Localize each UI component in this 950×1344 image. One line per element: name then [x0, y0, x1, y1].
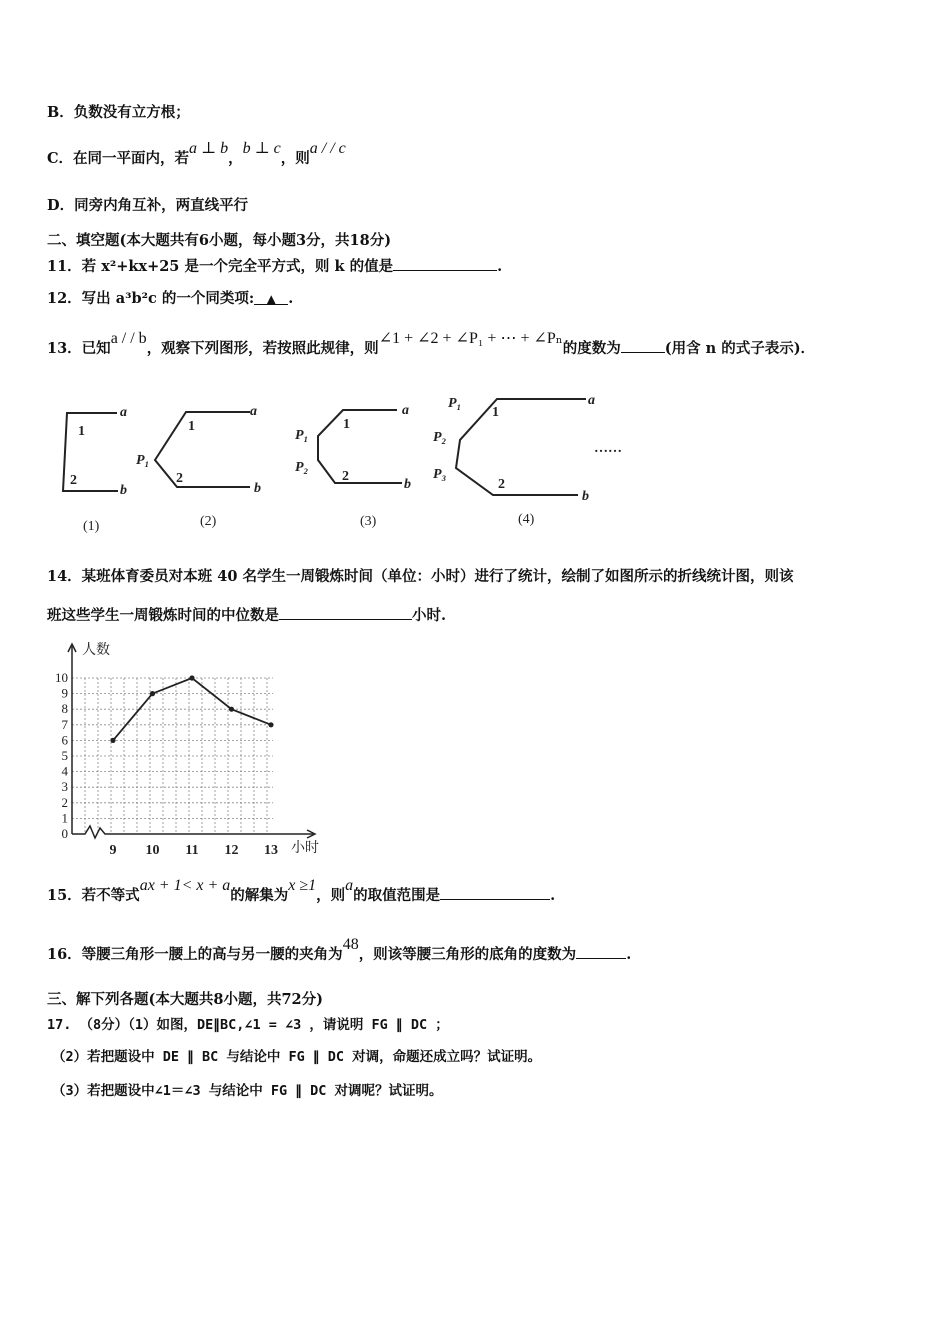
question-16: 16．等腰三角形一腰上的高与另一腰的夹角为48，则该等腰三角形的底角的度数为 .	[47, 936, 632, 963]
y-tick-label: 6	[61, 732, 68, 748]
x-axis	[72, 826, 313, 838]
data-point	[110, 738, 115, 743]
fig4-caption: (4)	[518, 512, 535, 527]
x-tick-label: 11	[185, 843, 199, 858]
y-tick-label: 8	[61, 701, 68, 717]
section2-heading: 二、填空题(本大题共有6小题，每小题3分，共18分)	[47, 232, 392, 249]
answer-blank	[576, 944, 626, 959]
answer-blank-mark: ▲	[254, 290, 288, 305]
y-tick-label: 5	[61, 748, 68, 763]
y-tick-label: 2	[61, 794, 68, 810]
answer-blank	[279, 605, 412, 620]
fig1-label-2: 2	[70, 473, 77, 488]
fig4-label-b: b	[582, 489, 589, 504]
question-17-part1: 17. （8分）（1）如图，DE∥BC,∠1 = ∠3 ，请说明 FG ∥ DC ；	[47, 1017, 449, 1033]
fig4-label-p2: P₂	[433, 430, 447, 445]
angle-pattern-figures	[50, 388, 650, 538]
fig1-caption: (1)	[83, 519, 100, 534]
fig3-label-a: a	[402, 403, 409, 418]
x-tick-label: 10	[145, 843, 160, 858]
data-point	[229, 707, 234, 712]
y-tick-label: 7	[61, 716, 68, 732]
question-17-part2: （2）若把题设中 DE ∥ BC 与结论中 FG ∥ DC 对调，命题还成立吗？试证明。	[52, 1049, 542, 1065]
math-b-perp-c: b ⊥ c	[242, 140, 281, 157]
exercise-time-line-chart	[47, 638, 337, 860]
y-tick-label: 4	[61, 763, 68, 779]
y-tick-label: 9	[61, 685, 68, 701]
option-d: D．同旁内角互补，两直线平行	[47, 197, 249, 214]
fig4-label-p3: P₃	[433, 467, 447, 482]
question-13: 13．已知a / / b，观察下列图形，若按照此规律，则∠1 + ∠2 + ∠P₁ + ⋯ + ∠Pₙ的度数为 (用含 n 的式子表示)．	[47, 330, 816, 357]
fig2-label-p1: P₁	[136, 453, 150, 468]
option-b: B．负数没有立方根；	[47, 104, 190, 121]
question-12: 12．写出 a³b²c 的一个同类项: ▲ .	[47, 290, 294, 307]
fig3-label-p2: P₂	[295, 460, 309, 475]
math-a: a	[345, 877, 354, 894]
fig2-label-b: b	[254, 481, 261, 496]
answer-blank	[621, 338, 665, 353]
fig1-label-b: b	[120, 483, 127, 498]
x-tick-label: 12	[224, 843, 239, 858]
fig1-label-a: a	[120, 405, 127, 420]
figure-4-path	[456, 399, 586, 495]
answer-blank	[393, 256, 497, 271]
fig2-label-2: 2	[176, 471, 183, 486]
data-point	[150, 691, 155, 696]
fig3-label-1: 1	[343, 417, 350, 432]
y-tick-label: 1	[61, 810, 68, 826]
question-15: 15．若不等式ax + 1< x + a的解集为x ≥1，则a的取值范围是 .	[47, 877, 556, 904]
question-14-line1: 14．某班体育委员对本班 40 名学生一周锻炼时间（单位：小时）进行了统计，绘制了如图所示的折线统计图，则该	[47, 568, 794, 585]
math-solution-set: x ≥1	[288, 877, 317, 894]
figure-3-path	[318, 410, 402, 483]
x-axis-label: 小时	[291, 841, 319, 856]
continuation-dots: ……	[594, 441, 622, 456]
math-a-perp-b: a ⊥ b	[189, 140, 229, 157]
fig3-label-p1: P₁	[295, 428, 309, 443]
question-17-part3: （3）若把题设中∠1＝∠3 与结论中 FG ∥ DC 对调呢？试证明。	[52, 1083, 443, 1099]
fig4-label-a: a	[588, 393, 595, 408]
section3-heading: 三、解下列各题(本大题共8小题，共72分)	[47, 991, 323, 1008]
math-inequality: ax + 1< x + a	[139, 877, 231, 894]
y-tick-label: 3	[61, 779, 68, 795]
y-tick-label: 0	[61, 826, 68, 841]
math-a-parallel-b: a / / b	[110, 330, 147, 347]
fig4-label-p1: P₁	[448, 396, 462, 411]
x-tick-label: 13	[264, 843, 278, 858]
fig3-label-2: 2	[342, 469, 349, 484]
y-tick-label: 10	[55, 670, 68, 685]
answer-blank	[440, 885, 550, 900]
data-point	[268, 722, 273, 727]
fig4-label-1: 1	[492, 405, 499, 420]
math-angle-sum: ∠1 + ∠2 + ∠P₁ + ⋯ + ∠Pₙ	[378, 330, 563, 347]
math-a-parallel-c: a / / c	[309, 140, 346, 157]
fig2-caption: (2)	[200, 514, 217, 529]
data-point	[189, 675, 194, 680]
figure-2-path	[155, 412, 250, 487]
fig1-label-1: 1	[78, 424, 85, 439]
math-48: 48	[342, 936, 359, 953]
option-c: C．在同一平面内，若a ⊥ b，b ⊥ c，则a / / c	[47, 140, 346, 167]
y-axis-label: 人数	[82, 643, 110, 658]
fig2-label-1: 1	[188, 419, 195, 434]
question-11: 11．若 x²+kx+25 是一个完全平方式，则 k 的值是 .	[47, 258, 503, 275]
fig4-label-2: 2	[498, 477, 505, 492]
fig2-label-a: a	[250, 404, 257, 419]
question-14-line2: 班这些学生一周锻炼时间的中位数是 小时.	[47, 607, 447, 624]
x-tick-label: 9	[109, 843, 117, 858]
fig3-caption: (3)	[360, 514, 377, 529]
fig3-label-b: b	[404, 477, 411, 492]
